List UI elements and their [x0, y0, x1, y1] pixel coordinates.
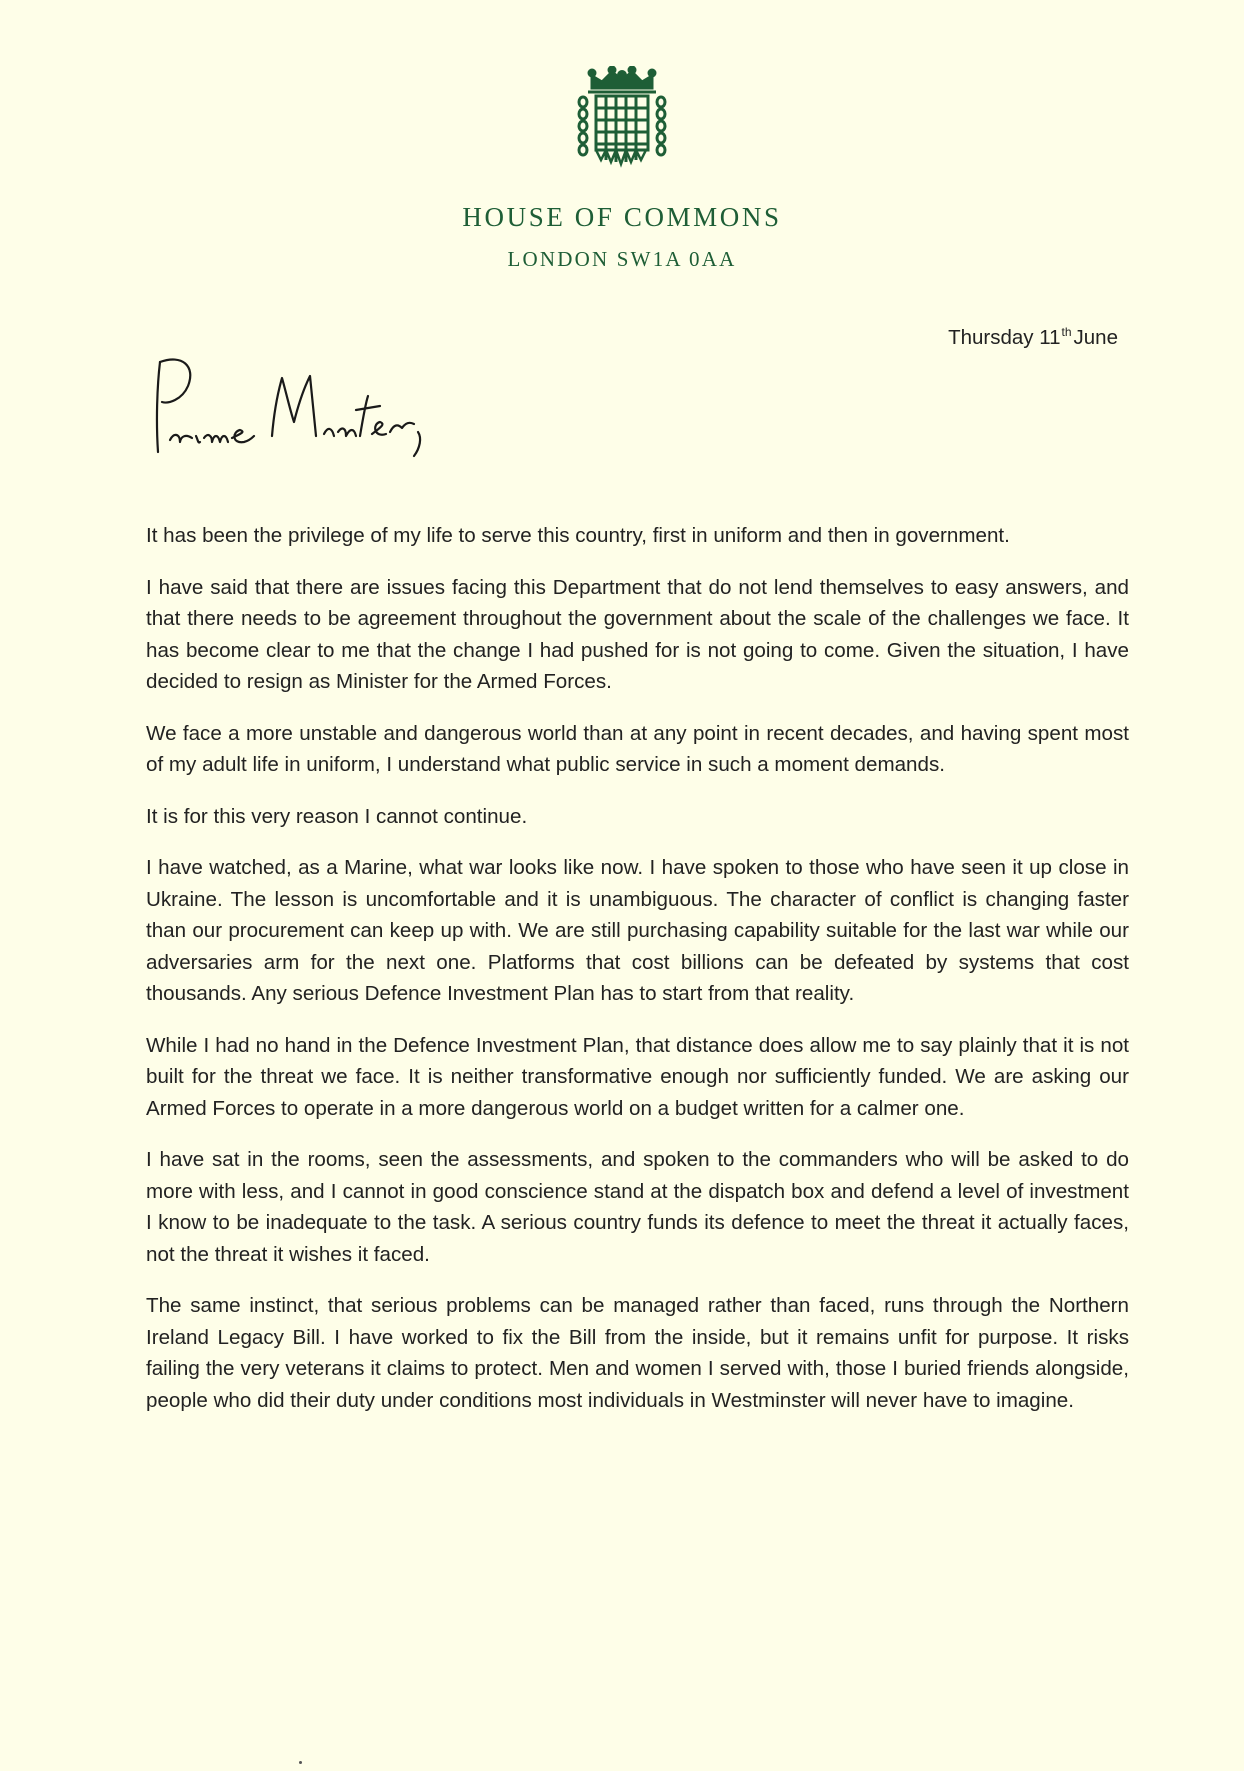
paragraph-7: I have sat in the rooms, seen the assessments, and spoken to the commanders who will be asked to do more with less, and I cannot in good conscience stand at the dispatch box and defend a level of investment I know to be inadequate to the task. A serious country funds its defence to meet the threat it actually faces, not the threat it wishes it faced.: [146, 1148, 1129, 1266]
letterhead-name: HOUSE OF COMMONS: [462, 202, 782, 232]
paragraph-2: I have said that there are issues facing this Department that do not lend themselves to easy answers, and that there needs to be agreement throughout the government about the scale of the challenges we face. It has become clear to me that the change I had pushed for is not going to come. Given the situation, I have decided to resign as Minister for the Armed Forces.: [146, 575, 1129, 693]
date-month: June: [1073, 326, 1118, 349]
paragraph-4: It is for this very reason I cannot continue.: [146, 804, 528, 828]
date-day: Thursday 11: [948, 326, 1061, 349]
paragraph-6: While I had no hand in the Defence Investment Plan, that distance does allow me to say plainly that it is not built for the threat we face. It is neither transformative enough nor sufficiently funded. We are asking our Armed Forces to operate in a more dangerous world on a budget written for a calmer one.: [146, 1033, 1129, 1120]
paragraph-8: The same instinct, that serious problems can be managed rather than faced, runs through the Northern Ireland Legacy Bill. I have worked to fix the Bill from the inside, but it remains unfit for purpose. It risks failing the very veterans it claims to protect. Men and women I served with, those I buried friends alongside, people who did their duty under conditions most individuals in Westminster will never have to imagine.: [146, 1294, 1129, 1412]
paragraph-1: It has been the privilege of my life to serve this country, first in uniform and then in government.: [146, 524, 1010, 547]
letterhead-address: LONDON SW1A 0AA: [507, 247, 737, 271]
portcullis-crest-icon: [574, 66, 670, 174]
date-suffix: th: [1061, 325, 1072, 339]
letter-date: [948, 325, 1118, 350]
handwritten-salutation: [148, 352, 448, 470]
paragraph-5: I have watched, as a Marine, what war looks like now. I have spoken to those who have seen it up close in Ukraine. The lesson is uncomfortable and it is unambiguous. The character of conflict is changing faster than our procurement can keep up with. We are still purchasing capability suitable for the last war while our adversaries arm for the next one. Platforms that cost billions can be defeated by systems that cost thousands. Any serious Defence Investment Plan has to start from that reality.: [146, 856, 1129, 1005]
paragraph-3: We face a more unstable and dangerous world than at any point in recent decades, and having spent most of my adult life in uniform, I understand what public service in such a moment demands.: [146, 721, 1129, 776]
letter-body: [146, 520, 1129, 1436]
paper-speck: [299, 1761, 302, 1764]
